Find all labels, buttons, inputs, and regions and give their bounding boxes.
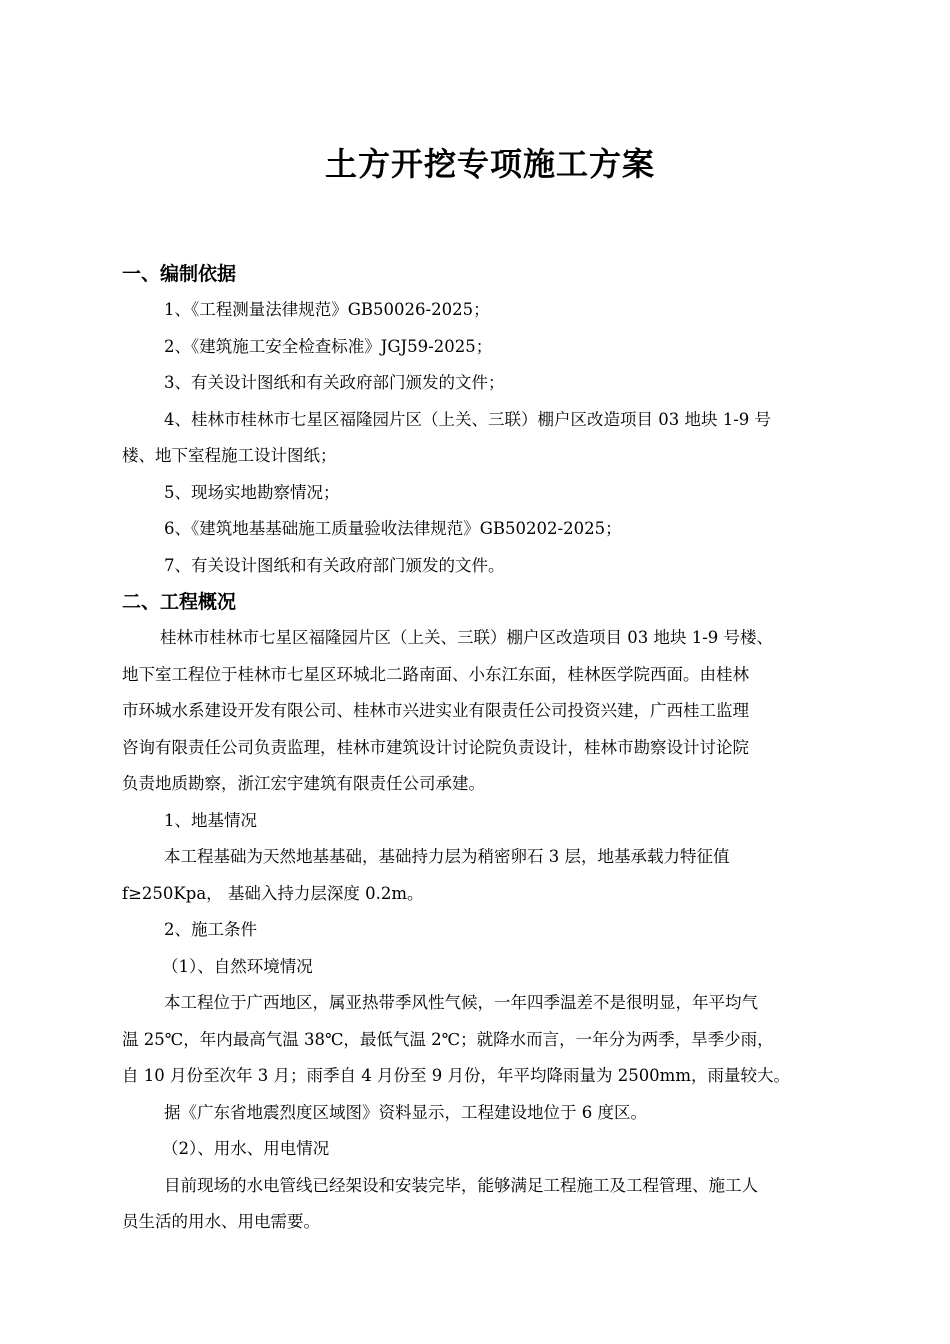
utilities-line-1: 目前现场的水电管线已经架设和安装完毕，能够满足工程施工及工程管理、施工人 — [164, 1175, 758, 1195]
climate-line-2: 温 25℃，年内最高气温 38℃，最低气温 2℃；就降水而言，一年分为两季，旱季少雨， — [122, 1029, 774, 1049]
overview-line-4: 咨询有限责任公司负责监理，桂林市建筑设计讨论院负责设计，桂林市勘察设计讨论院 — [122, 737, 749, 757]
climate-line-1: 本工程位于广西地区，属亚热带季风性气候，一年四季温差不是很明显，年平均气 — [164, 993, 758, 1012]
overview-line-3: 市环城水系建设开发有限公司、桂林市兴进实业有限责任公司投资兴建，广西桂工监理 — [122, 701, 749, 720]
basis-item-6: 6、《建筑地基基础施工质量验收法律规范》GB50202-2025； — [164, 519, 622, 538]
utilities-line-2: 员生活的用水、用电需要。 — [122, 1212, 320, 1231]
subheading-natural-environment: （1）、自然环境情况 — [162, 956, 313, 976]
basis-item-3: 3、有关设计图纸和有关政府部门颁发的文件； — [164, 373, 505, 392]
basis-item-4-cont: 楼、地下室程施工设计图纸； — [122, 446, 337, 465]
climate-line-3: 自 10 月份至次年 3 月；雨季自 4 月份至 9 月份，年平均降雨量为 2500mm，雨量较大。 — [122, 1066, 790, 1085]
basis-item-7: 7、有关设计图纸和有关政府部门颁发的文件。 — [164, 555, 505, 575]
seismic-line: 据《广东省地震烈度区域图》资料显示，工程建设地位于 6 度区。 — [164, 1102, 647, 1122]
basis-item-1: 1、《工程测量法律规范》GB50026-2025； — [164, 300, 490, 319]
foundation-line-1: 本工程基础为天然地基基础，基础持力层为稍密卵石 3 层，地基承载力特征值 — [164, 847, 730, 866]
basis-item-2: 2、《建筑施工安全检查标准》JGJ59-2025； — [164, 336, 493, 356]
subheading-water-power: （2）、用水、用电情况 — [162, 1139, 330, 1158]
subheading-foundation: 1、地基情况 — [164, 810, 257, 830]
section-heading-overview: 二、工程概况 — [122, 591, 237, 613]
basis-item-5: 5、现场实地勘察情况； — [164, 482, 340, 502]
section-heading-basis: 一、编制依据 — [122, 263, 237, 285]
overview-line-1: 桂林市桂林市七星区福隆园片区（上关、三联）棚户区改造项目 03 地块 1-9 号楼、 — [160, 628, 774, 647]
subheading-conditions: 2、施工条件 — [164, 920, 257, 939]
overview-line-2: 地下室工程位于桂林市七星区环城北二路南面、小东江东面，桂林医学院西面。由桂林 — [122, 664, 749, 684]
document-body — [122, 256, 860, 1241]
basis-item-4: 4、桂林市桂林市七星区福隆园片区（上关、三联）棚户区改造项目 03 地块 1-9 号 — [164, 409, 772, 429]
document-title: 土方开挖专项施工方案 — [324, 145, 655, 183]
overview-line-5: 负责地质勘察，浙江宏宇建筑有限责任公司承建。 — [122, 774, 485, 793]
foundation-line-2: f≥250Kpa， 基础入持力层深度 0.2m。 — [122, 883, 424, 903]
